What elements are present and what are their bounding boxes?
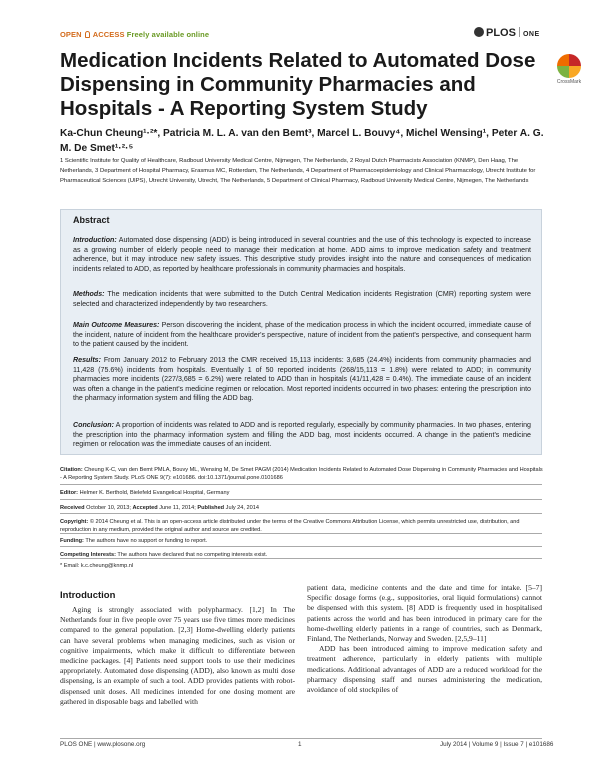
divider bbox=[60, 499, 542, 500]
crossmark-label: CrossMark bbox=[556, 79, 582, 85]
received-label: Received bbox=[60, 505, 85, 511]
divider bbox=[60, 558, 542, 559]
crossmark-badge[interactable] bbox=[552, 54, 586, 85]
article-title: Medication Incidents Related to Automated Dose Dispensing in Community Pharmacies and Hospitals - A Reporting System Study bbox=[60, 49, 536, 120]
abstract-methods-text: The medication incidents that were submitted to the Dutch Central Medication incidents Registration (CMR) reporting system were selected and characterized independently by two researchers. bbox=[73, 290, 531, 308]
published-date: July 24, 2014 bbox=[224, 505, 259, 511]
abstract-conclusion-text: A proportion of incidents was related to ADD and is reported regularly, especially by community pharmacies. In two phases, entering the prescription into the pharmacy information system and filling the ADD bag, most incidents occurred. A change in the patient's medicine regimen or relocation was the immediate causes of an incident. bbox=[73, 421, 531, 448]
abstract-results-label: Results: bbox=[73, 356, 101, 364]
abstract-methods bbox=[73, 290, 531, 309]
abstract-conclusion-label: Conclusion: bbox=[73, 421, 114, 429]
editor-label: Editor: bbox=[60, 490, 79, 496]
funding-text: The authors have no support or funding to report. bbox=[83, 538, 208, 544]
free-online-label: Freely available online bbox=[126, 30, 210, 39]
abstract-mom-label: Main Outcome Measures: bbox=[73, 321, 160, 329]
competing-label: Competing Interests: bbox=[60, 552, 116, 558]
divider bbox=[60, 484, 542, 485]
footer-journal[interactable]: PLOS ONE | www.plosone.org bbox=[60, 741, 146, 748]
publication-dates bbox=[60, 504, 545, 512]
abstract-introduction bbox=[73, 236, 531, 274]
abstract-heading: Abstract bbox=[73, 215, 110, 225]
logo-divider bbox=[519, 27, 520, 37]
received-date: October 10, 2013; bbox=[84, 505, 133, 511]
abstract-methods-label: Methods: bbox=[73, 290, 105, 298]
copyright-text: © 2014 Cheung et al. This is an open-access article distributed under the terms of the Creative Commons Attribution License, which permits unrestricted use, distribution, and reproduction in any medium, provided the original author and source are credited. bbox=[60, 519, 520, 533]
divider bbox=[60, 546, 542, 547]
open-label: OPEN bbox=[60, 30, 82, 39]
footer-divider bbox=[60, 738, 542, 739]
citation-text: Cheung K-C, van den Bemt PMLA, Bouvy ML, Wensing M, De Smet PAGM (2014) Medication Incidents Related to Automated Dose Dispensing in Community Pharmacies and Hospitals - A Reporting System Study. PLoS ONE 9(7): e101686. doi:10.1371/journal.pone.0101686 bbox=[60, 467, 543, 481]
published-label: Published bbox=[197, 505, 225, 511]
body-column-left bbox=[60, 605, 295, 707]
open-access-lock-icon bbox=[85, 31, 90, 38]
open-access-banner bbox=[60, 30, 209, 39]
plos-one-logo[interactable] bbox=[474, 27, 540, 39]
one-wordmark: ONE bbox=[522, 31, 540, 38]
author-list: Ka-Chun Cheung¹·²*, Patricia M. L. A. van den Bemt³, Marcel L. Bouvy⁴, Michel Wensing¹, Peter A. G. M. De Smet¹·²·⁵ bbox=[60, 128, 544, 154]
copyright bbox=[60, 518, 545, 534]
body-paragraph: ADD has been introduced aiming to improve medication safety and treatment adherence, particularly in elderly patients with multiple medications. Additional advantages of ADD are a reduced workload for the pharmacy dispensing staff and nurses administering the medication, avoidance of old stockpiles of bbox=[307, 644, 542, 695]
divider bbox=[60, 533, 542, 534]
divider bbox=[60, 513, 542, 514]
copyright-label: Copyright: bbox=[60, 519, 89, 525]
abstract-main-outcome-measures bbox=[73, 321, 531, 350]
citation-label: Citation: bbox=[60, 467, 83, 473]
editor bbox=[60, 489, 545, 497]
abstract-results-text: From January 2012 to February 2013 the CMR received 15,113 incidents: 3,685 (24.4%) incidents from community pharmacies and 11,428 (75.6%) incidents from hospitals. Eventually 1 of 50 reported incidents (268/15,113 = 1.8%) were related to ADD; in community pharmacies more incidents (227/3,685 = 6.2%) were related to ADD than in hospitals (41/11,428 = 0.4%). The immediate cause of an incident was often a change in the patient's medicine regimen or relocation. Most reported incidents occurred in two phases: entering the prescription into the pharmacy information system and filling the ADD bag. bbox=[73, 356, 531, 402]
accepted-label: Accepted bbox=[132, 505, 158, 511]
footer-issue-info: July 2014 | Volume 9 | Issue 7 | e101686 bbox=[440, 741, 554, 748]
body-paragraph: patient data, medicine contents and the date and time for intake. [5–7] Specific dosage forms (e.g., suppositories, oral liquid formulations) cannot be dispensed with this system. [8] ADD is frequently used in hospitalised patients across the world and has been introduced in primary care for the home-dwelling elderly patients in a range of countries, such as Denmark, Finland, The Netherlands, Norway and Sweden. [2,5,9–11] bbox=[307, 583, 542, 644]
page-number: 1 bbox=[298, 741, 302, 748]
abstract-mom-text: Person discovering the incident, phase of the medication process in which the incident occurred, immediate cause of the incident, nature of incident from the healthcare provider's perspective, nature of incident from the patient's perspective, and consequent harm to the patient caused by the incident. bbox=[73, 321, 532, 348]
body-paragraph: Aging is strongly associated with polypharmacy. [1,2] In The Netherlands four in five people over 75 years use five times more medicines compared to the general population. [2,3] Home-dwelling elderly patients can have several problems when managing medicines, such as vision or cognitive impairments, which make it difficult to differentiate between medicine packages. [4] Patients need support tools to use their medicines appropriately. Automated dose dispensing (ADD), also known as multi dose dispensing, is an example of such a tool. ADD provides patients with robot-dispensed unit doses. All medicines intended for one dosing moment are gathered in disposable bags and labelled with bbox=[60, 605, 295, 706]
access-label: ACCESS bbox=[92, 30, 125, 39]
introduction-heading: Introduction bbox=[60, 590, 116, 601]
editor-text: Helmer K. Berthold, Bielefeld Evangelical Hospital, Germany bbox=[78, 490, 230, 496]
funding-label: Funding: bbox=[60, 538, 84, 544]
abstract-introduction-text: Automated dose dispensing (ADD) is being introduced in several countries and the use of this technology is expected to increase as a growing number of elderly people need to manage their medication at home. ADD aims to improve medication safety and treatment adherence, but it may introduce new safety issues. This descriptive study provides insight into the nature and consequences of medication incidents related to ADD, as reported by healthcare professionals in community pharmacies and hospitals. bbox=[73, 236, 531, 273]
abstract-introduction-label: Introduction: bbox=[73, 236, 117, 244]
citation bbox=[60, 466, 545, 482]
accepted-date: June 11, 2014; bbox=[157, 505, 198, 511]
crossmark-icon bbox=[557, 54, 581, 78]
abstract-conclusion bbox=[73, 421, 531, 450]
plos-globe-icon bbox=[474, 27, 484, 37]
abstract-results bbox=[73, 356, 531, 404]
body-column-right bbox=[307, 583, 542, 695]
affiliations: 1 Scientific Institute for Quality of Healthcare, Radboud University Medical Centre, Nijmegen, The Netherlands, 2 Royal Dutch Pharmacists Association (KNMP), Den Haag, The Netherlands, 3 Department of Hospital Pharmacy, Erasmus MC, Rotterdam, The Netherlands, 4 Department of Pharmacoepidemiology and Clinical Pharmacology, Utrecht Institute for Pharmaceutical Sciences (UIPS), Utrecht University, Utrecht, The Netherlands, 5 Department of Clinical Pharmacy, Radboud University Medical Centre, Nijmegen, The Netherlands bbox=[60, 158, 536, 184]
competing-text: The authors have declared that no competing interests exist. bbox=[115, 552, 268, 558]
funding bbox=[60, 537, 545, 545]
corresponding-email[interactable]: * Email: k.c.cheung@knmp.nl bbox=[60, 563, 134, 569]
plos-wordmark: PLOS bbox=[486, 27, 516, 39]
